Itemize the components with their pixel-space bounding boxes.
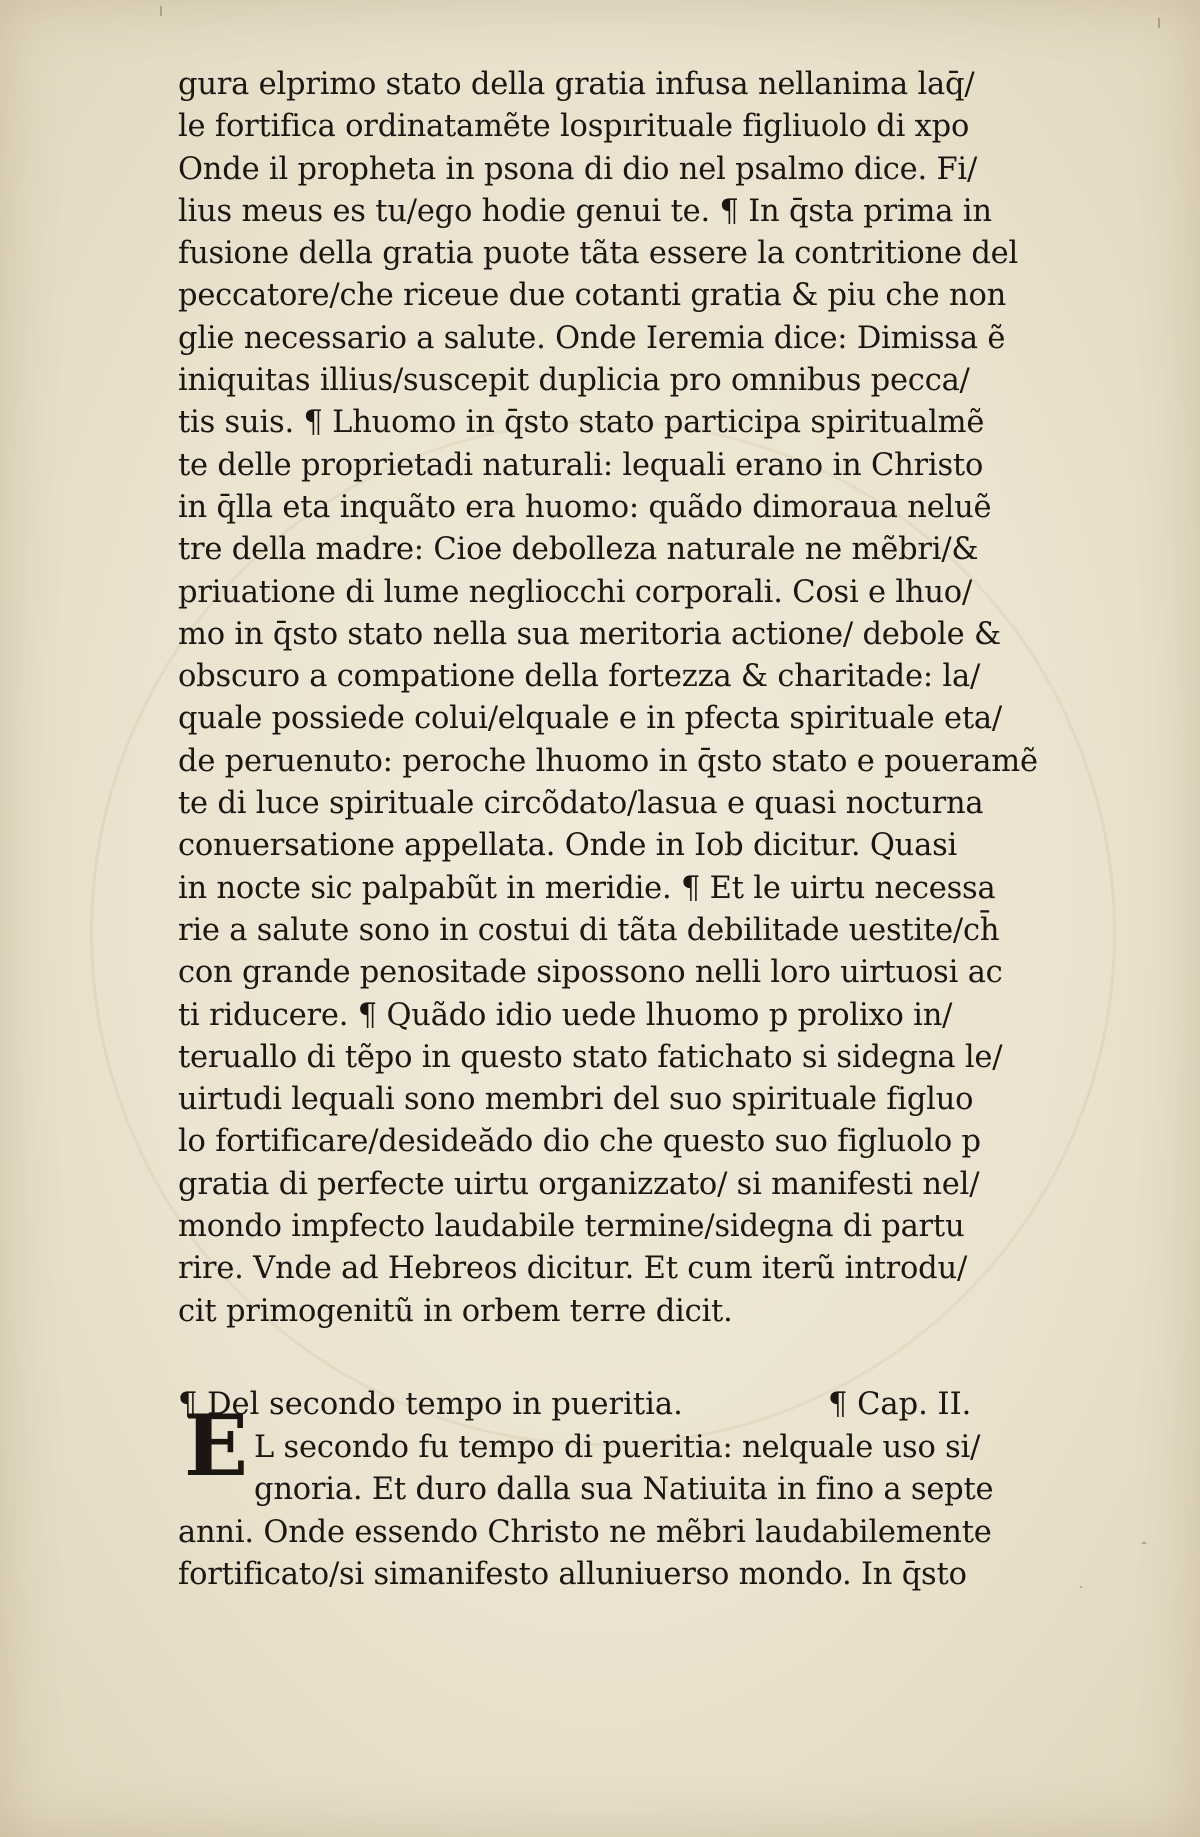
text-line: glie necessario a salute. Onde Ieremia dice: Dimissa ẽ <box>178 320 1006 356</box>
main-text-block <box>178 64 1078 1596</box>
text-line: rie a salute sono in costui di tãta debilitade uestite/ch̄ <box>178 912 1000 948</box>
text-line: quale possiede colui/elquale e in pfecta spirituale eta/ <box>178 701 1002 737</box>
chapter-number: ¶ Cap. II. <box>828 1386 972 1422</box>
text-line: tis suis. ¶ Lhuomo in q̄sto stato participa spiritualmẽ <box>178 405 985 441</box>
text-line: uirtudi lequali sono membri del suo spirituale figluo <box>178 1082 974 1118</box>
text-line: tre della madre: Cioe debolleza naturale ne mẽbri/& <box>178 532 979 568</box>
text-line: de peruenuto: peroche lhuomo in q̄sto stato e poueramẽ <box>178 743 1038 779</box>
text-line: cit primogenitũ in orbem terre dicit. <box>178 1293 733 1329</box>
text-line: gura elprimo stato della gratia infusa nellanima laq̄/ <box>178 67 975 102</box>
text-line: obscuro a compatione della fortezza & charitade: la/ <box>178 659 981 695</box>
text-line: fusione della gratia puote tãta essere la contritione del <box>178 236 1019 272</box>
decorated-initial-letter: E <box>183 1396 249 1495</box>
text-line: con grande penositade sipossono nelli loro uirtuosi ac <box>178 955 1003 991</box>
chapter-heading <box>178 1383 1078 1427</box>
text-line: ti riducere. ¶ Quãdo idio uede lhuomo p prolixo in/ <box>178 997 953 1033</box>
text-line: Onde il propheta in psona di dio nel psalmo dice. Fi/ <box>178 151 978 187</box>
text-line: mondo impfecto laudabile termine/sidegna di partu <box>178 1209 965 1245</box>
section-gap <box>178 1333 1078 1383</box>
text-line: in q̄lla eta inquãto era huomo: quãdo dimoraua neluẽ <box>178 489 992 525</box>
paper-speck <box>1142 1542 1146 1544</box>
text-line: lius meus es tu/ego hodie genui te. ¶ In q̄sta prima in <box>178 193 992 229</box>
paper-speck <box>160 6 162 16</box>
text-line: gratia di perfecte uirtu organizzato/ si manifesti nel/ <box>178 1166 980 1202</box>
chapter-text-line: gnoria. Et duro dalla sua Natiuita in fino a septe <box>254 1472 994 1508</box>
text-line: conuersatione appellata. Onde in Iob dicitur. Quasi <box>178 828 958 864</box>
text-line: mo in q̄sto stato nella sua meritoria actione/ debole & <box>178 616 1001 652</box>
paper-speck <box>1158 18 1160 28</box>
chapter-text-line: fortificato/si simanifesto alluniuerso mondo. In q̄sto <box>178 1556 967 1592</box>
text-line: in nocte sic palpabũt in meridie. ¶ Et le uirtu necessa <box>178 870 996 906</box>
text-line: lo fortificare/desideădo dio che questo suo figluolo p <box>178 1124 981 1160</box>
text-line: te delle proprietadi naturali: lequali erano in Christo <box>178 447 984 483</box>
text-line: priuatione di lume negliocchi corporali. Cosi e lhuo/ <box>178 574 973 610</box>
text-line: le fortifica ordinatamẽte lospırituale figliuolo di xpo <box>178 109 970 145</box>
text-line: iniquitas illius/suscepit duplicia pro omnibus pecca/ <box>178 363 970 399</box>
chapter-title: ¶ Del secondo tempo in pueritia. <box>178 1386 683 1422</box>
text-line: te di luce spirituale circõdato/lasua e quasi nocturna <box>178 786 984 822</box>
text-line: teruallo di tẽpo in questo stato fatichato si sidegna le/ <box>178 1039 1003 1075</box>
chapter-text-line: L secondo fu tempo di pueritia: nelquale uso si/ <box>254 1429 981 1465</box>
paper-speck <box>1080 1586 1082 1588</box>
text-line: rire. Vnde ad Hebreos dicitur. Et cum iterũ introdu/ <box>178 1251 968 1287</box>
text-line: peccatore/che riceue due cotanti gratia & piu che non <box>178 278 1007 314</box>
chapter-text-line: anni. Onde essendo Christo ne mẽbri laudabilemente <box>178 1514 992 1550</box>
